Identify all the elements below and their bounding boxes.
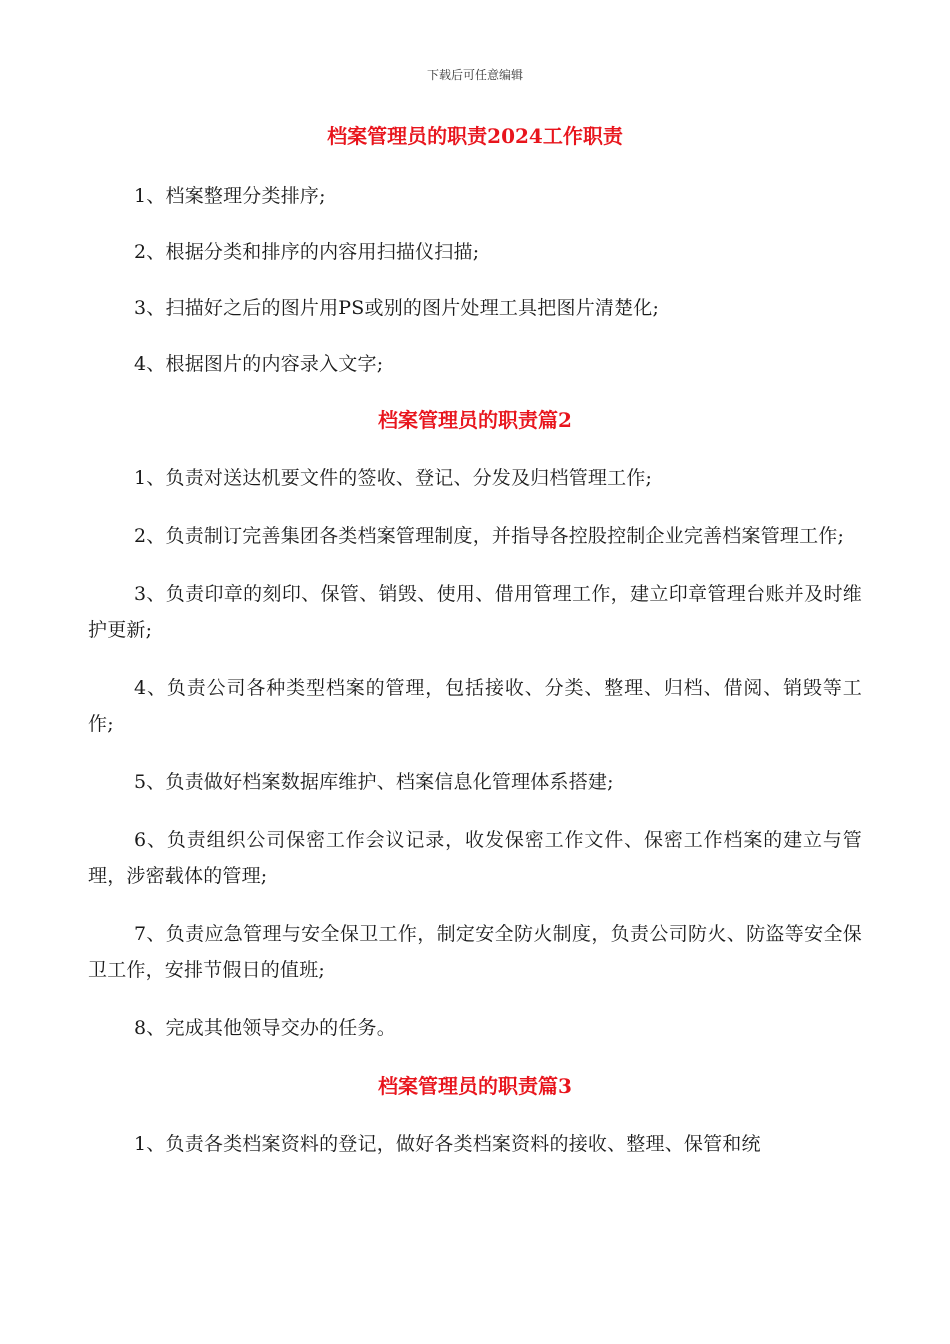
list-item: 2、负责制订完善集团各类档案管理制度，并指导各控股控制企业完善档案管理工作; [134, 525, 845, 547]
list-item: 1、负责各类档案资料的登记，做好各类档案资料的接收、整理、保管和统 [134, 1133, 761, 1155]
list-item: 4、根据图片的内容录入文字; [134, 353, 384, 375]
list-item: 3、负责印章的刻印、保管、销毁、使用、借用管理工作，建立印章管理台账并及时维护更新; [88, 583, 862, 641]
document-body [88, 118, 862, 1184]
section-1 [88, 118, 862, 382]
list-item: 2、根据分类和排序的内容用扫描仪扫描; [134, 241, 480, 263]
list-item: 4、负责公司各种类型档案的管理，包括接收、分类、整理、归档、借阅、销毁等工作; [88, 677, 862, 735]
page-header-note: 下载后可任意编辑 [426, 68, 523, 82]
list-item: 7、负责应急管理与安全保卫工作，制定安全防火制度，负责公司防火、防盗等安全保卫工作，安排节假日的值班; [88, 923, 862, 981]
list-item: 1、负责对送达机要文件的签收、登记、分发及归档管理工作; [134, 467, 653, 489]
section-3 [88, 1068, 862, 1162]
list-item: 8、完成其他领导交办的任务。 [134, 1017, 396, 1039]
section-2 [88, 402, 862, 1046]
section-title: 档案管理员的职责2024工作职责 [327, 124, 623, 148]
list-item: 6、负责组织公司保密工作会议记录，收发保密工作文件、保密工作档案的建立与管理，涉密载体的管理; [88, 829, 862, 887]
section-title: 档案管理员的职责篇3 [378, 1074, 572, 1098]
list-item: 5、负责做好档案数据库维护、档案信息化管理体系搭建; [134, 771, 614, 793]
list-item: 1、档案整理分类排序; [134, 185, 326, 207]
list-item: 3、扫描好之后的图片用PS或别的图片处理工具把图片清楚化; [134, 297, 660, 319]
section-title: 档案管理员的职责篇2 [378, 408, 572, 432]
